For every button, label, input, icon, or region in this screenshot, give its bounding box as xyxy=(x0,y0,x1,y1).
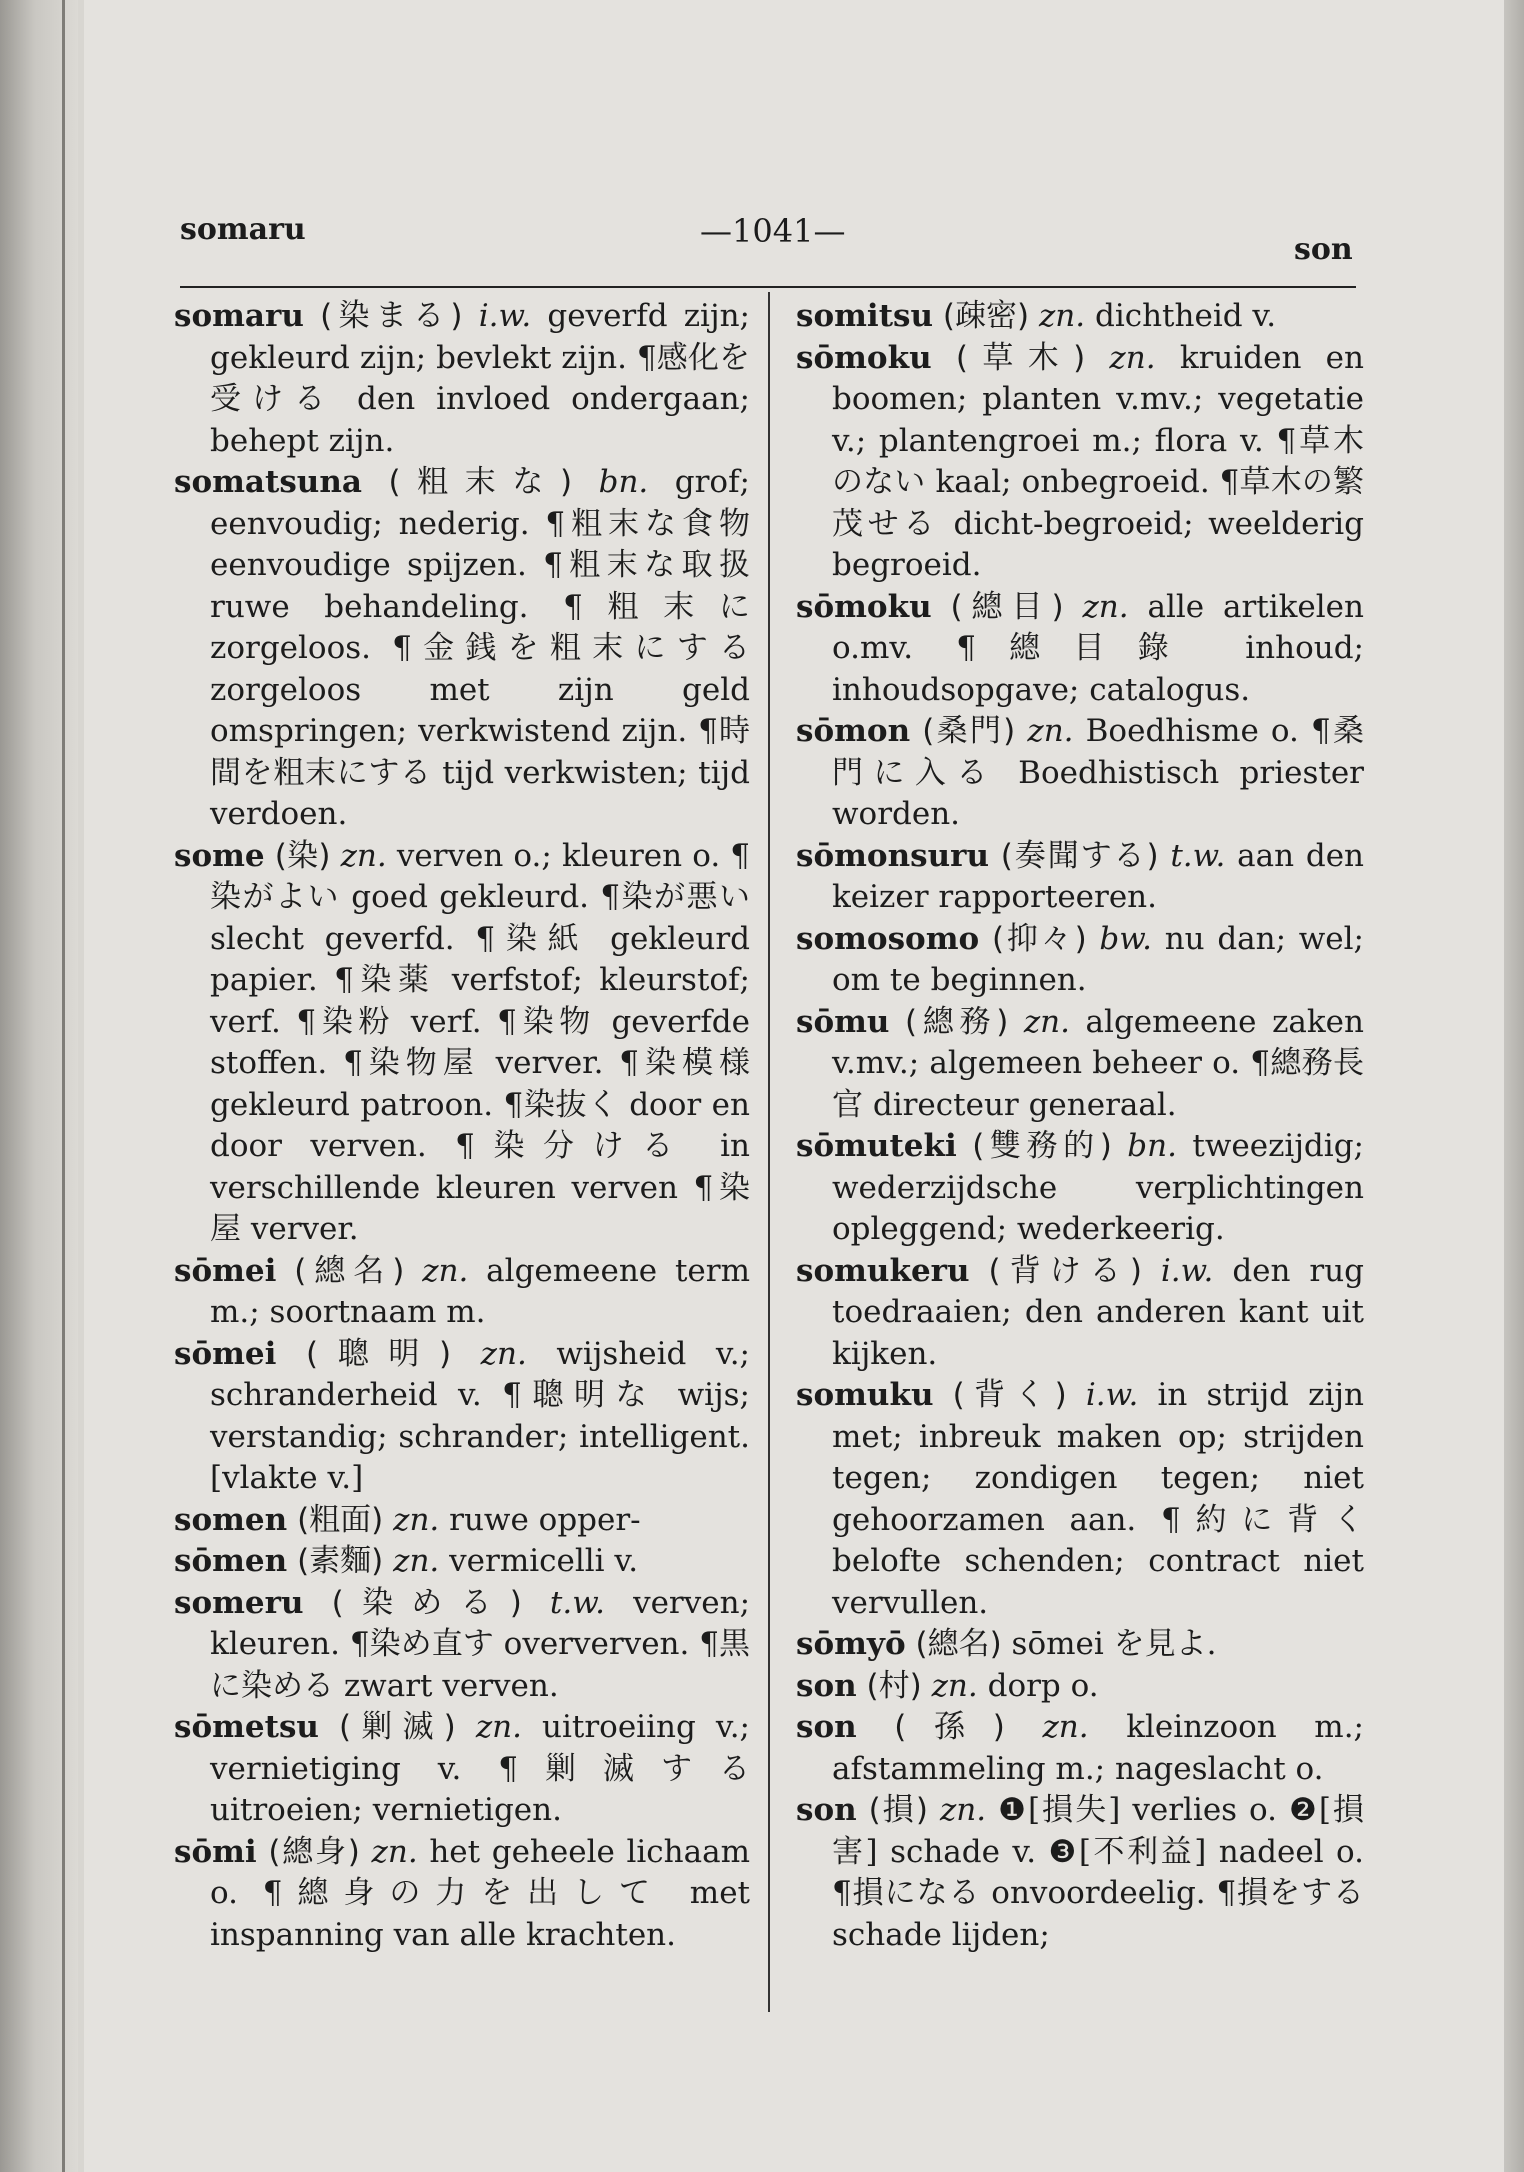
entry-definition: geverfd zijn; gekleurd zijn; bevlekt zijn. ¶感化を受ける den invloed ondergaan; behept zijn. xyxy=(210,298,750,459)
entry-definition: vermicelli v. xyxy=(449,1543,639,1579)
entry-kanji: (粗面) xyxy=(297,1501,384,1538)
entry-label: i.w. xyxy=(1160,1252,1214,1289)
entry-label: bn. xyxy=(1127,1128,1177,1164)
dictionary-entry xyxy=(796,1624,1364,1666)
entry-definition: wijsheid v.; schranderheid v. ¶聰明な wijs; verstandig; schrander; intelligent. [vlakte v.] xyxy=(210,1335,750,1496)
dictionary-entry xyxy=(796,1002,1364,1127)
entry-kanji: (粗末な) xyxy=(388,464,573,500)
entry-definition: ruwe opper- xyxy=(449,1501,641,1538)
entry-headword: sōmei xyxy=(174,1252,277,1289)
entry-definition: kleinzoon m.; afstammeling m.; nageslacht o. xyxy=(832,1709,1364,1787)
entry-definition: grof; eenvoudig; nederig. ¶粗末な食物 eenvoudige spijzen. ¶粗末な取扱 ruwe behandeling. ¶粗末に zorgeloos. ¶金銭を粗末にする zorgeloos met zijn geld omspringen; verkwistend zijn. ¶時間を粗末にする tijd verkwisten; tijd verdoen. xyxy=(210,464,750,832)
dictionary-entry xyxy=(796,1126,1364,1251)
page-number: —1041— xyxy=(700,212,846,250)
entry-definition: dichtheid v. xyxy=(1094,298,1277,334)
entry-label: zn. xyxy=(939,1792,987,1828)
entry-label: zn. xyxy=(371,1833,418,1870)
dictionary-entry xyxy=(174,1583,750,1708)
entry-headword: sōmyō xyxy=(796,1626,906,1662)
dictionary-entry xyxy=(174,1334,750,1500)
entry-label: zn. xyxy=(1023,1003,1070,1040)
entry-headword: some xyxy=(174,837,265,874)
entry-kanji: (損) xyxy=(868,1792,928,1828)
entry-headword: somosomo xyxy=(796,920,980,957)
entry-headword: somen xyxy=(174,1501,288,1538)
dictionary-entry xyxy=(796,919,1364,1002)
dictionary-entry xyxy=(796,296,1364,338)
entry-kanji: (抑々) xyxy=(991,920,1087,957)
entry-headword: sōmetsu xyxy=(174,1709,319,1745)
dictionary-entry xyxy=(796,1251,1364,1376)
entry-kanji: (桑門) xyxy=(922,713,1016,749)
entry-label: zn. xyxy=(1082,588,1129,625)
entry-definition: uitroeiing v.; vernietiging v. ¶剿滅する uitroeien; vernietigen. xyxy=(210,1709,750,1828)
dictionary-entry xyxy=(796,711,1364,836)
entry-label: zn. xyxy=(931,1667,978,1704)
entry-kanji: (疎密) xyxy=(942,298,1030,334)
entry-label: bw. xyxy=(1099,920,1152,957)
entry-headword: son xyxy=(796,1667,857,1704)
entry-label: bn. xyxy=(598,464,649,500)
column-rule xyxy=(768,292,770,2012)
entry-headword: son xyxy=(796,1792,857,1828)
entry-label: zn. xyxy=(422,1252,469,1289)
entry-label: i.w. xyxy=(1085,1377,1139,1413)
dictionary-entry xyxy=(174,1500,750,1542)
entry-headword: sōmonsuru xyxy=(796,837,990,874)
dictionary-entry xyxy=(174,1707,750,1832)
spine-edge xyxy=(62,0,65,2172)
entry-kanji: (村) xyxy=(866,1667,922,1704)
entry-definition: verven o.; kleuren o. ¶染がよい goed gekleurd. ¶染が悪い slecht geverfd. ¶染紙 gekleurd papier. ¶染薬 verfstof; kleurstof; verf. ¶染粉 verf. ¶染物 geverfde stoffen. ¶染物屋 verver. ¶染模様 gekleurd patroon. ¶染抜く door en door verven. ¶染分ける in verschillende kleuren verven ¶染屋 verver. xyxy=(210,837,750,1247)
entry-kanji: (雙務的) xyxy=(972,1128,1112,1164)
entry-definition: in strijd zijn met; inbreuk maken op; strijden tegen; zondigen tegen; niet gehoorzamen aan. ¶約に背く belofte schenden; contract niet vervullen. xyxy=(832,1377,1364,1621)
dictionary-entry xyxy=(174,836,750,1251)
entry-kanji: (總務) xyxy=(905,1003,1009,1040)
entry-definition: tweezijdig; wederzijdsche verplichtingen opleggend; wederkeerig. xyxy=(832,1128,1364,1247)
running-head-left: somaru xyxy=(180,212,306,247)
entry-label: zn. xyxy=(1042,1709,1089,1745)
entry-definition: algemeene zaken v.mv.; algemeen beheer o. ¶總務長官 directeur generaal. xyxy=(832,1003,1364,1123)
entry-label: zn. xyxy=(475,1709,522,1745)
entry-kanji: (總名) xyxy=(294,1252,405,1289)
entry-definition: kruiden en boomen; planten v.mv.; vegetatie v.; plantengroei m.; flora v. ¶草木のない kaal; onbegroeid. ¶草木の繁茂せる dicht-begroeid; weelderig begroeid. xyxy=(832,339,1364,583)
book-spine xyxy=(0,0,78,2172)
dictionary-entry xyxy=(796,1707,1364,1790)
entry-definition: aan den keizer rapporteeren. xyxy=(832,837,1365,915)
entry-definition: het geheele lichaam o. ¶總身の力を出して met inspanning van alle krachten. xyxy=(210,1833,750,1953)
entry-kanji: (染) xyxy=(274,837,331,874)
entry-headword: sōmoku xyxy=(796,339,932,376)
dictionary-entry xyxy=(174,462,750,836)
dictionary-entry xyxy=(174,1832,750,1957)
entry-label: zn. xyxy=(393,1543,440,1579)
entry-kanji: (聰明) xyxy=(305,1335,452,1372)
entry-kanji: (孫) xyxy=(894,1709,1005,1745)
entry-headword: someru xyxy=(174,1584,304,1621)
entry-kanji: (剿滅) xyxy=(339,1709,456,1745)
entry-kanji: (總名) xyxy=(915,1626,1002,1662)
entry-definition: algemeene term m.; soortnaam m. xyxy=(210,1252,750,1330)
entry-kanji: (素麵) xyxy=(297,1543,384,1579)
entry-kanji: (總身) xyxy=(268,1833,360,1870)
entry-headword: sōmon xyxy=(796,713,911,749)
entry-label: zn. xyxy=(393,1501,440,1538)
entry-headword: somitsu xyxy=(796,298,934,334)
entry-label: zn. xyxy=(1027,713,1074,749)
entry-label: t.w. xyxy=(1170,837,1226,874)
entry-kanji: (背ける) xyxy=(988,1252,1142,1289)
entry-headword: sōmi xyxy=(174,1833,257,1870)
header-rule xyxy=(180,286,1356,288)
entry-headword: somukeru xyxy=(796,1252,970,1289)
entry-definition: Boedhisme o. ¶桑門に入る Boedhistisch priester worden. xyxy=(832,713,1365,832)
dictionary-entry xyxy=(174,1541,750,1583)
entry-label: zn. xyxy=(1038,298,1086,334)
entry-definition: sōmei を見よ. xyxy=(1011,1626,1217,1662)
dictionary-entry xyxy=(796,1666,1364,1708)
dictionary-entry xyxy=(796,1375,1364,1624)
page-edge xyxy=(1504,0,1524,2172)
entry-label: zn. xyxy=(480,1335,527,1372)
entry-headword: somaru xyxy=(174,298,304,334)
entry-headword: sōmu xyxy=(796,1003,890,1040)
entry-kanji: (背く) xyxy=(952,1377,1067,1413)
entry-headword: sōmen xyxy=(174,1543,288,1579)
entry-definition: alle artikelen o.mv. ¶總目錄 inhoud; inhoudsopgave; catalogus. xyxy=(832,588,1364,708)
running-head-right: son xyxy=(1294,232,1353,267)
entry-definition: dorp o. xyxy=(987,1667,1099,1704)
entry-headword: sōmoku xyxy=(796,588,932,625)
dictionary-entry xyxy=(174,1251,750,1334)
entry-definition: ❶[損失] verlies o. ❷[損害] schade v. ❸[不利益] nadeel o. ¶損になる onvoordeelig. ¶損をする schade lijden; xyxy=(832,1792,1365,1953)
entry-kanji: (染まる) xyxy=(320,298,463,334)
entry-definition: verven; kleuren. ¶染め直す oververven. ¶黒に染める zwart verven. xyxy=(210,1584,751,1704)
entry-label: zn. xyxy=(1109,339,1156,376)
entry-label: i.w. xyxy=(478,298,532,334)
entry-label: zn. xyxy=(340,837,387,874)
entry-definition: den rug toedraaien; den anderen kant uit kijken. xyxy=(832,1252,1365,1372)
dictionary-entry xyxy=(796,587,1364,712)
entry-headword: son xyxy=(796,1709,857,1745)
left-column xyxy=(174,296,750,1956)
dictionary-entry xyxy=(796,1790,1364,1956)
entry-kanji: (染める) xyxy=(331,1584,522,1621)
entry-kanji: (總目) xyxy=(950,588,1064,625)
entry-headword: sōmei xyxy=(174,1335,277,1372)
entry-definition: nu dan; wel; om te beginnen. xyxy=(832,920,1365,998)
entry-kanji: (草木) xyxy=(955,339,1086,376)
entry-kanji: (奏聞する) xyxy=(1000,837,1159,874)
dictionary-entry xyxy=(796,338,1364,587)
right-column xyxy=(796,296,1364,1956)
dictionary-entry xyxy=(174,296,750,462)
dictionary-entry xyxy=(796,836,1364,919)
entry-label: t.w. xyxy=(549,1584,605,1621)
entry-headword: somuku xyxy=(796,1377,934,1413)
entry-headword: sōmuteki xyxy=(796,1128,957,1164)
entry-headword: somatsuna xyxy=(174,464,362,500)
